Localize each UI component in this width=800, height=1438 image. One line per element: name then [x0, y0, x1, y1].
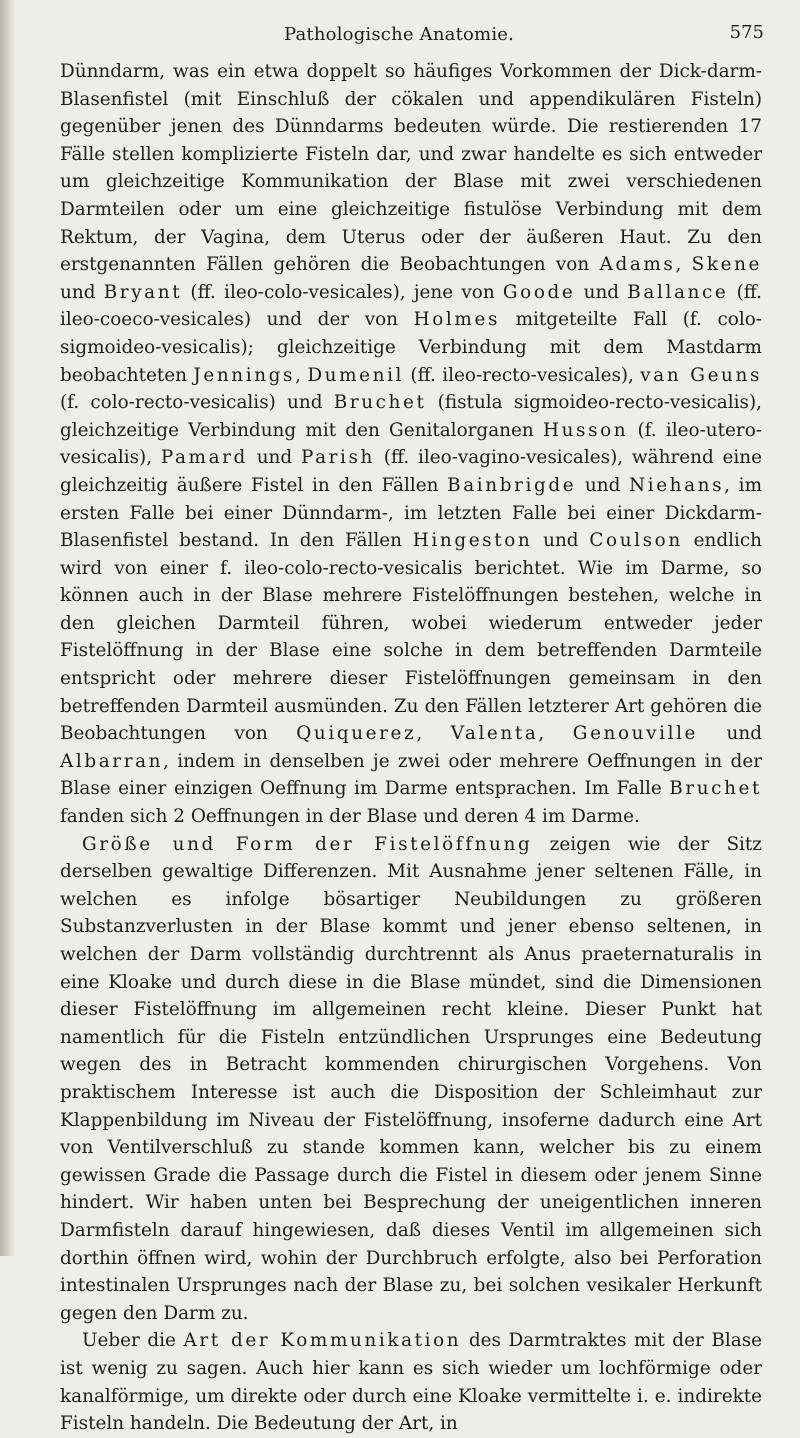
- text-run: fanden sich 2 Oeffnungen in der Blase und deren 4 im Darme.: [60, 806, 640, 828]
- spaced-emphasis: Niehans: [629, 474, 725, 496]
- spaced-emphasis: Bryant: [103, 281, 183, 303]
- text-run: und: [60, 281, 104, 303]
- text-run: (fistula sigmoideo-recto-vesicalis), gleichzeitige Verbindung mit den Genitalorganen: [60, 392, 762, 441]
- book-spine-shadow: [0, 0, 16, 1256]
- text-run: und: [698, 723, 763, 745]
- running-title: Pathologische Anatomie.: [284, 24, 515, 45]
- book-page: [60, 0, 772, 1435]
- text-run: ,: [295, 364, 308, 386]
- text-run: und: [532, 530, 590, 552]
- spaced-emphasis: Husson: [542, 419, 629, 441]
- spaced-emphasis: Adams: [599, 254, 676, 276]
- spaced-emphasis: Bruchet: [333, 392, 427, 414]
- spaced-emphasis: Pamard: [160, 447, 248, 469]
- spaced-emphasis: Genouville: [572, 723, 699, 745]
- spaced-emphasis: Art der Kommunikation: [183, 1330, 462, 1352]
- spaced-emphasis: Albarran: [60, 750, 164, 772]
- spaced-emphasis: Skene: [691, 254, 762, 276]
- spaced-emphasis: Ballance: [627, 281, 729, 303]
- page-header: [60, 0, 772, 52]
- text-run: ,: [675, 254, 692, 276]
- text-run: ,: [538, 723, 573, 745]
- spaced-emphasis: Goode: [502, 281, 576, 303]
- spaced-emphasis: Quiquerez: [296, 723, 417, 745]
- spaced-emphasis: Dumenil: [307, 364, 405, 386]
- text-run: und: [247, 447, 301, 469]
- text-run: zeigen wie der Sitz derselben gewaltige Differenzen. Mit Ausnahme jener seltenen Fälle, in welchen es infolge bösartiger Neubildungen zu größeren Substanzverlusten in der Blase kommt und jener ebenso seltenen, in welchen der Darm vollständig durchtrennt als Anus praeternaturalis in eine Kloake und durch diese in die Blase mündet, sind die Dimensionen dieser Fistelöffnung im allgemeinen recht kleine. Dieser Punkt hat namentlich für die Fisteln entzündlichen Ursprunges eine Bedeutung wegen des in Betracht kommenden chirurgischen Vorgehens. Von praktischem Interesse ist auch die Disposition der Schleimhaut zur Klappenbildung im Niveau der Fistelöffnung, insoferne dadurch eine Art von Ventilverschluß zu stande kommen kann, welcher bis zu einem gewissen Grade die Passage durch die Fistel in diesem oder jenem Sinne hindert. Wir haben unten bei Besprechung der uneigentlichen inneren Darmfisteln darauf hingewiesen, daß dieses Ventil im allgemeinen sich dorthin öffnen wird, wohin der Durchbruch erfolgte, also bei Perforation intestinalen Ursprunges nach der Blase zu, bei solchen vesikaler Herkunft gegen den Darm zu.: [60, 833, 763, 1324]
- text-run: Dünndarm, was ein etwa doppelt so häufiges Vorkommen der Dick-darm-Blasenfistel (mit Einschluß der cökalen und appendikulären Fisteln) gegenüber jenen des Dünndarms bedeuten würde. Die restierenden 17 Fälle stellen komplizierte Fisteln dar, und zwar handelte es sich entweder um gleichzeitige Kommunikation der Blase mit zwei verschiedenen Darmteilen oder um eine gleichzeitige fistulöse Verbindung mit dem Rektum, der Vagina, dem Uterus oder der äußeren Haut. Zu den erstgenannten Fällen gehören die Beobachtungen von: [60, 61, 762, 276]
- text-run: (f. ileo-utero-vesicalis),: [60, 419, 762, 469]
- spaced-emphasis: van Geuns: [640, 364, 762, 386]
- text-run: (ff. ileo-recto-vesicales),: [404, 364, 641, 386]
- spaced-emphasis: Hingeston: [412, 530, 533, 552]
- spaced-emphasis: Größe und Form der Fistelöffnung: [82, 833, 533, 855]
- text-run: (f. colo-recto-vesicalis) und: [60, 392, 334, 414]
- spaced-emphasis: Coulson: [589, 530, 683, 552]
- text-run: mitgeteilte Fall (f. colo-sigmoideo-vesicalis); gleichzeitige Verbindung mit dem Mastdarm beobachteten: [60, 309, 763, 386]
- text-run: endlich wird von einer f. ileo-colo-recto-vesicalis berichtet. Wie im Darme, so können auch in der Blase mehrere Fistelöffnungen bestehen, welche in den gleichen Darmteil führen, wobei wiederum entweder jeder Fistelöffnung in der Blase eine solche in dem betreffenden Darmteile entspricht oder mehrere dieser Fistelöffnungen gemeinsam in den betreffenden Darmteil ausmünden. Zu den Fällen letzterer Art gehören die Beobachtungen von: [60, 530, 762, 745]
- paragraph-size-and-shape: [60, 831, 762, 1328]
- text-run: ,: [416, 723, 451, 745]
- page-number: 575: [729, 22, 764, 43]
- spaced-emphasis: Parish: [300, 447, 376, 469]
- spaced-emphasis: Bruchet: [669, 778, 762, 800]
- text-run: Ueber die: [82, 1330, 184, 1352]
- spaced-emphasis: Valenta: [450, 723, 539, 745]
- body-text: [60, 58, 762, 1438]
- spaced-emphasis: Holmes: [413, 309, 500, 331]
- spaced-emphasis: Jennings: [193, 364, 296, 386]
- text-run: , im ersten Falle bei einer Dünndarm-, im letzten Falle bei einer Dickdarm-Blasenfistel bestand. In den Fällen: [60, 474, 763, 552]
- text-run: und: [576, 474, 630, 496]
- paragraph-communication-type: [60, 1327, 762, 1437]
- text-run: , indem in denselben je zwei oder mehrere Oeffnungen in der Blase einer einzigen Oeffnung im Darme entsprachen. Im Falle: [60, 750, 762, 800]
- spaced-emphasis: Bainbrigde: [447, 474, 577, 496]
- paragraph-fistula-cases: [60, 58, 762, 831]
- text-run: (ff. ileo-colo-vesicales), jene von: [182, 281, 503, 303]
- text-run: (ff. ileo-coeco-vesicales) und der von: [60, 281, 762, 331]
- text-run: des Darmtraktes mit der Blase ist wenig zu sagen. Auch hier kann es sich wieder um lochförmige oder kanalförmige, um direkte oder durch eine Kloake vermittelte i. e. indirekte Fisteln handeln. Die Bedeutung der Art, in: [60, 1330, 763, 1435]
- text-run: (ff. ileo-vagino-vesicales), während eine gleichzeitig äußere Fistel in den Fällen: [60, 447, 762, 496]
- text-run: und: [575, 281, 628, 303]
